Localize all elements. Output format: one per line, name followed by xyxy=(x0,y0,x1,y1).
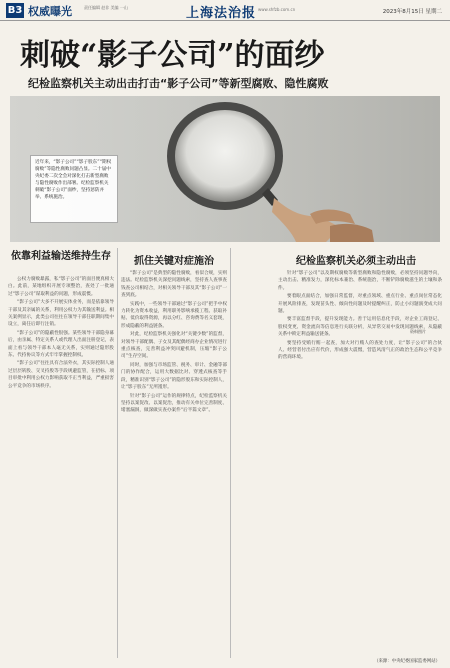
paragraph: 要丰富监督手段，提升发现能力。善于运用信息化手段，对企业工商登记、股权变更、资金流向等信息进行关联分析，从异常交易中发现问题线索，从隐蔽关系中锁定利益输送链条。 xyxy=(278,317,442,338)
paragraph: 对此，纪检监察机关强化对“关键少数”的监督，对领导干部配偶、子女及其配偶经商办企业情况进行重点核查，完善利益冲突回避机制，压缩“影子公司”生存空间。 xyxy=(121,332,227,360)
paragraph: 同时，加强与市场监管、税务、审计、金融等部门的协作配合，运用大数据比对、穿透式核查等手段，精准识别“影子公司”的隐形股东和实际控制人，让“影子股东”无所遁形。 xyxy=(121,362,227,391)
section-heading: 依靠利益输送维持生存 xyxy=(11,251,111,262)
column-divider xyxy=(117,248,118,658)
headline: 刺破“影子公司”的面纱 xyxy=(20,38,325,73)
article-column xyxy=(278,270,442,363)
paragraph: “影子公司”的隐蔽性很强。某些领导干部隐身幕后，由亲属、特定关系人或代理人出面注册登记，表面上看与领导干部本人毫无关系，实则通过隐形股东、代持协议等方式牢牢掌握控制权。 xyxy=(8,330,114,359)
page-number-badge: B3 xyxy=(7,5,23,16)
column-divider xyxy=(230,248,231,658)
source-note: （来源：中央纪委国家监委网站） xyxy=(374,659,440,664)
paragraph: “影子公司”大多不开展实体业务，而是依靠领导干部及其亲属的关系，利用公权力为其输送利益。相关案例显示，此类公司往往在领导干部任职期间集中设立，离任后即行注销。 xyxy=(8,300,114,328)
paragraph: 针对“影子公司”运作的规律特点，纪检监察机关坚持以案促改、以案促治，推动有关单位完善制度、堵塞漏洞，做深做实查办案件“后半篇文章”。 xyxy=(121,393,227,414)
paragraph: 实践中，一些领导干部通过“影子公司”把手中权力转化为资本收益，利用职务影响承揽工程、获取补贴、低价取得资源，再以分红、咨询费等名义套现，形成隐蔽的利益链条。 xyxy=(121,301,227,329)
section-heading: 纪检监察机关必须主动出击 xyxy=(296,256,416,267)
editors-line: 责任编辑 赵非 美编 一山 xyxy=(84,5,128,10)
website-url: www.shfzb.com.cn xyxy=(258,7,296,12)
issue-date: 2023年8月15日 星期二 xyxy=(382,9,442,15)
subheadline: 纪检监察机关主动出击打击“影子公司”等新型腐败、隐性腐败 xyxy=(28,77,329,90)
article-column xyxy=(121,270,227,416)
section-heading: 抓住关键对症施治 xyxy=(134,256,214,267)
paragraph: 针对“影子公司”以及期权腐败等新型腐败和隐性腐败，必须坚持问题导向，主动出击、精准发力，深化标本兼治、系统施治，不断铲除腐败滋生的土壤和条件。 xyxy=(278,271,442,291)
section-name: 权威曝光 xyxy=(28,5,72,18)
paragraph: “影子公司”往往具有合法外衣，其实际控制人通过层层转股、交叉持股等手段规避监管，在招标、项目审批中利用公权力影响获取不正当利益，严重损害公平竞争的市场秩序。 xyxy=(8,361,114,389)
paragraph: “影子公司”是典型的隐性腐败，看似合规，实则违法。纪检监察机关深挖问题线索，坚持查人查事查钱查公司相结合，对相关领导干部及其“影子公司”一查到底。 xyxy=(121,271,227,299)
masthead-logo: 上海法治报 xyxy=(186,6,257,21)
paragraph: 公权力腐败暴露，私“影子公司”的面目便真相大白。此前，某地组织开展专项整治，查处了一批通过“影子公司”谋取利益的问题，形成震慑。 xyxy=(8,277,114,297)
article-column xyxy=(8,276,114,391)
photo-credit: 资料图片 xyxy=(410,329,426,334)
paragraph: 要坚持受贿行贿一起查，加大对行贿人的查处力度，让“影子公司”的合伙人、经营者付出应有代价，形成强大震慑，营造风清气正的政治生态和公平竞争的营商环境。 xyxy=(278,340,442,361)
page-header xyxy=(0,0,450,21)
photo-caption: 近年来，“影子公司”“影子股东”“期权腐败”等隐性腐败问题凸显。二十届中央纪委二次全会对深化打击新型腐败与隐性腐败作出部署。纪检监察机关刺破“影子公司”面纱，坚持惩防并举、系统施治。 xyxy=(30,155,118,223)
paragraph: 要着眼点面结合，加强日常监督，对重点领域、重点行业、重点岗位常态化开展风险排查，发现苗头性、倾向性问题及时提醒纠正，防止小问题演变成大问题。 xyxy=(278,294,442,315)
